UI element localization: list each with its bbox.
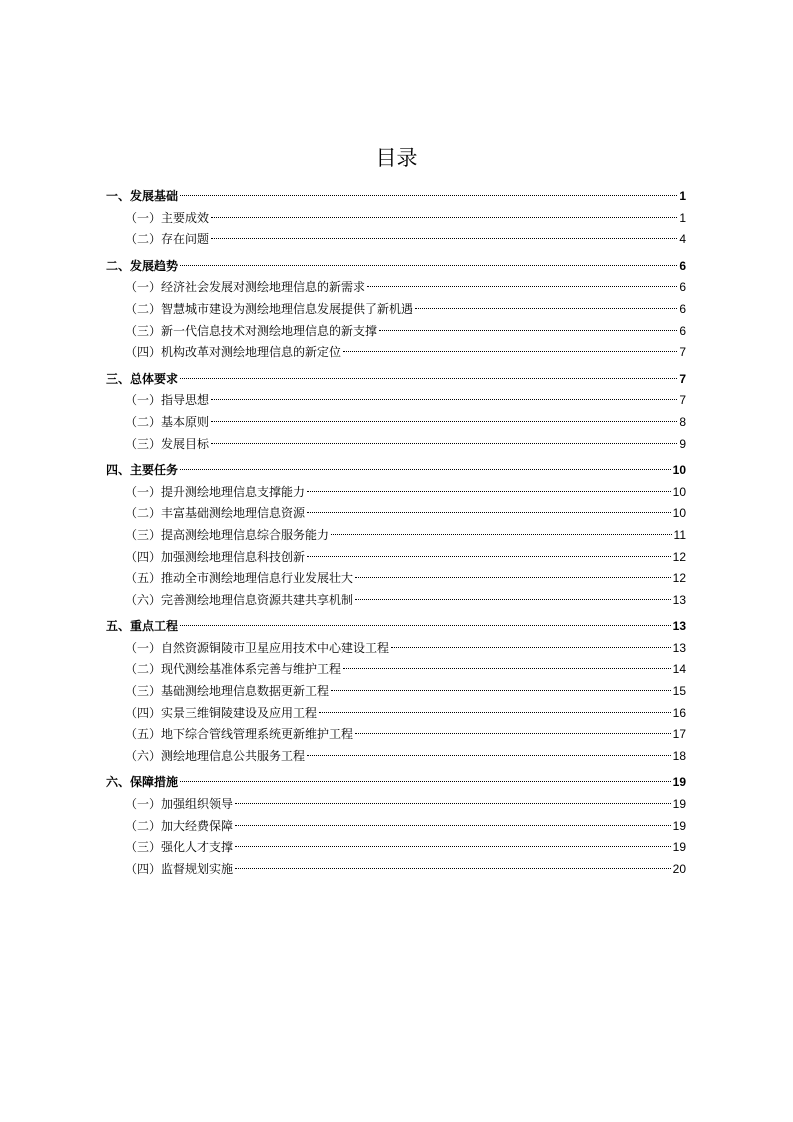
toc-subsection[interactable] [106, 412, 686, 434]
toc-page-number: 4 [679, 232, 686, 247]
toc-page-number: 13 [672, 640, 686, 655]
toc-entry-label: （四）实景三维铜陵建设及应用工程 [125, 705, 318, 720]
toc-subsection[interactable] [106, 208, 686, 230]
toc-entry-label: （五）推动全市测绘地理信息行业发展壮大 [125, 571, 354, 586]
toc-page-number: 16 [672, 705, 686, 720]
toc-subsection[interactable] [106, 321, 686, 343]
toc-entry-label: 一、发展基础 [106, 189, 179, 203]
toc-page-number: 15 [672, 684, 686, 699]
toc-dot-leader [355, 733, 671, 734]
toc-dot-leader [307, 755, 671, 756]
toc-subsection[interactable] [106, 525, 686, 547]
toc-page-number: 6 [679, 258, 686, 273]
toc-entry-label: （二）智慧城市建设为测绘地理信息发展提供了新机遇 [125, 301, 414, 316]
toc-page-number: 10 [672, 463, 686, 478]
toc-page-number: 8 [679, 414, 686, 429]
toc-dot-leader [331, 534, 672, 535]
toc-dot-leader [379, 330, 677, 331]
toc-dot-leader [211, 217, 677, 218]
toc-page-number: 10 [672, 484, 686, 499]
toc-subsection[interactable] [106, 794, 686, 816]
toc-subsection[interactable] [106, 837, 686, 859]
toc-subsection[interactable] [106, 681, 686, 703]
toc-section-2[interactable] [106, 256, 686, 278]
toc-page-number: 19 [672, 775, 686, 790]
toc-subsection[interactable] [106, 746, 686, 768]
toc-page-number: 13 [672, 592, 686, 607]
toc-subsection[interactable] [106, 277, 686, 299]
toc-page-number: 6 [679, 280, 686, 295]
toc-subsection[interactable] [106, 390, 686, 412]
toc-subsection[interactable] [106, 703, 686, 725]
toc-entry-label: （一）指导思想 [125, 393, 210, 408]
toc-entry-label: （四）监督规划实施 [125, 861, 234, 876]
toc-entry-label: 三、总体要求 [106, 371, 179, 386]
toc-entry-label: 四、主要任务 [106, 463, 179, 478]
toc-entry-label: （三）发展目标 [125, 436, 210, 451]
toc-dot-leader [180, 781, 671, 782]
toc-entry-label: （四）机构改革对测绘地理信息的新定位 [125, 345, 342, 360]
toc-entry-label: （四）加强测绘地理信息科技创新 [125, 549, 306, 564]
toc-subsection[interactable] [106, 482, 686, 504]
toc-dot-leader [180, 265, 677, 266]
toc-section-1[interactable] [106, 186, 686, 208]
toc-page-number: 1 [679, 189, 686, 203]
toc-dot-leader [235, 868, 671, 869]
toc-entry-label: （一）经济社会发展对测绘地理信息的新需求 [125, 280, 366, 295]
toc-page-number: 7 [679, 345, 686, 360]
toc-dot-leader [180, 378, 677, 379]
toc-page-number: 19 [672, 840, 686, 855]
toc-section-6[interactable] [106, 772, 686, 794]
toc-dot-leader [415, 308, 677, 309]
toc-page-number: 19 [672, 797, 686, 812]
toc-entry-label: （二）加大经费保障 [125, 818, 234, 833]
toc-entry-label: （二）基本原则 [125, 414, 210, 429]
toc-dot-leader [319, 712, 671, 713]
toc-dot-leader [235, 803, 671, 804]
toc-subsection[interactable] [106, 568, 686, 590]
toc-page-number: 6 [679, 301, 686, 316]
toc-page-number: 7 [679, 393, 686, 408]
toc-subsection[interactable] [106, 590, 686, 612]
toc-entry-label: （一）提升测绘地理信息支撑能力 [125, 484, 306, 499]
toc-dot-leader [391, 647, 671, 648]
toc-dot-leader [355, 577, 671, 578]
toc-dot-leader [235, 846, 671, 847]
toc-entry-label: （三）基础测绘地理信息数据更新工程 [125, 684, 330, 699]
toc-entry-label: （三）强化人才支撑 [125, 840, 234, 855]
toc-page-number: 12 [672, 549, 686, 564]
toc-dot-leader [355, 599, 671, 600]
toc-dot-leader [343, 351, 677, 352]
toc-page-number: 19 [672, 818, 686, 833]
toc-entry-label: （一）主要成效 [125, 210, 210, 225]
toc-entry-label: （一）加强组织领导 [125, 797, 234, 812]
toc-page-number: 18 [672, 748, 686, 763]
toc-section-3[interactable] [106, 369, 686, 391]
toc-page-number: 6 [679, 323, 686, 338]
toc-entry-label: 五、重点工程 [106, 619, 179, 634]
toc-page-number: 9 [679, 436, 686, 451]
toc-entry-label: （二）丰富基础测绘地理信息资源 [125, 506, 306, 521]
toc-subsection[interactable] [106, 547, 686, 569]
toc-page-number: 10 [672, 506, 686, 521]
toc-dot-leader [307, 491, 671, 492]
toc-dot-leader [367, 286, 677, 287]
toc-dot-leader [343, 668, 671, 669]
toc-dot-leader [180, 195, 677, 196]
toc-page-number: 7 [679, 371, 686, 386]
toc-entry-label: （二）现代测绘基准体系完善与维护工程 [125, 662, 342, 677]
table-of-contents [106, 186, 686, 880]
toc-dot-leader [331, 690, 671, 691]
toc-dot-leader [307, 512, 671, 513]
toc-subsection[interactable] [106, 859, 686, 881]
toc-subsection[interactable] [106, 724, 686, 746]
toc-dot-leader [211, 443, 677, 444]
toc-entry-label: （一）自然资源铜陵市卫星应用技术中心建设工程 [125, 640, 390, 655]
toc-page-number: 13 [672, 619, 686, 634]
toc-entry-label: （三）提高测绘地理信息综合服务能力 [125, 527, 330, 542]
toc-section-5[interactable] [106, 616, 686, 638]
toc-subsection[interactable] [106, 434, 686, 456]
toc-page-number: 1 [679, 210, 686, 225]
toc-page-number: 17 [672, 727, 686, 742]
toc-entry-label: （三）新一代信息技术对测绘地理信息的新支撑 [125, 323, 378, 338]
toc-section-4[interactable] [106, 460, 686, 482]
toc-dot-leader [307, 556, 671, 557]
toc-subsection[interactable] [106, 299, 686, 321]
toc-subsection[interactable] [106, 659, 686, 681]
toc-entry-label: 二、发展趋势 [106, 258, 179, 273]
toc-page-number: 11 [673, 527, 686, 542]
toc-entry-label: 六、保障措施 [106, 775, 179, 790]
toc-subsection[interactable] [106, 229, 686, 251]
toc-dot-leader [235, 825, 671, 826]
toc-dot-leader [211, 238, 677, 239]
toc-dot-leader [180, 625, 671, 626]
toc-page-number: 12 [672, 571, 686, 586]
toc-dot-leader [180, 469, 671, 470]
toc-subsection[interactable] [106, 816, 686, 838]
page-title: 目录 [375, 146, 418, 170]
toc-dot-leader [211, 399, 677, 400]
toc-subsection[interactable] [106, 503, 686, 525]
toc-page-number: 14 [672, 662, 686, 677]
toc-subsection[interactable] [106, 638, 686, 660]
toc-entry-label: （五）地下综合管线管理系统更新维护工程 [125, 727, 354, 742]
toc-entry-label: （六）测绘地理信息公共服务工程 [125, 748, 306, 763]
toc-dot-leader [211, 421, 677, 422]
toc-entry-label: （二）存在问题 [125, 232, 210, 247]
toc-entry-label: （六）完善测绘地理信息资源共建共享机制 [125, 592, 354, 607]
toc-page-number: 20 [672, 861, 686, 876]
toc-subsection[interactable] [106, 342, 686, 364]
